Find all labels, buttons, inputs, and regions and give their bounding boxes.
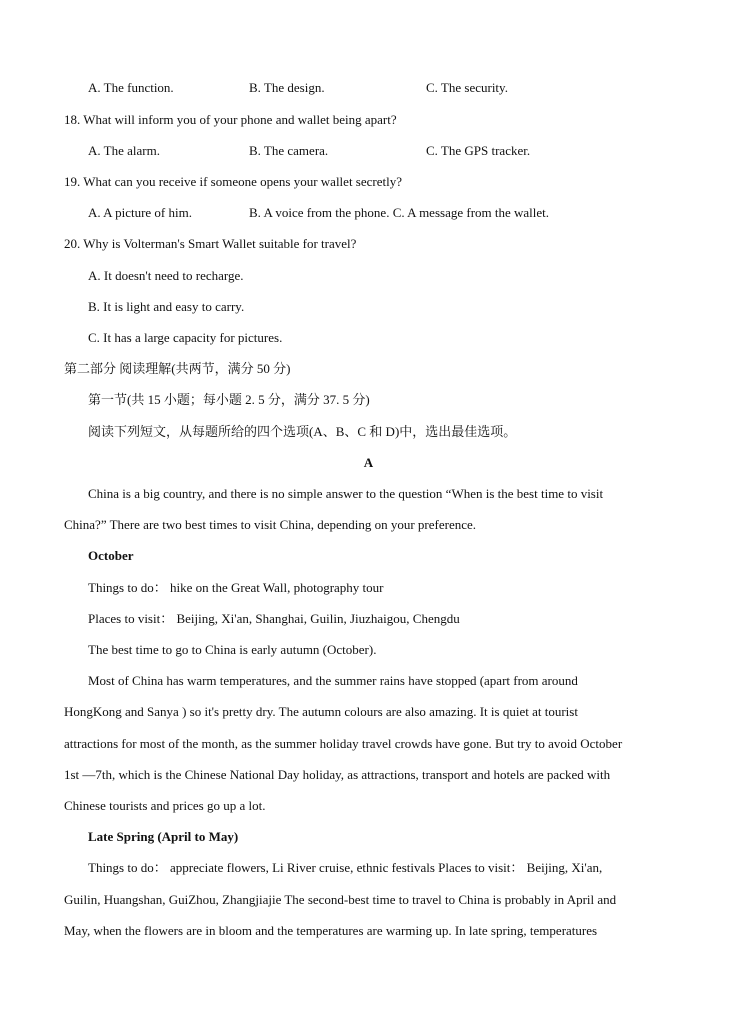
october-para-line-3: attractions for most of the month, as the summer holiday travel crowds have gone. But try to avoid October — [64, 736, 623, 751]
q20-question: 20. Why is Volterman's Smart Wallet suitable for travel? — [64, 236, 357, 251]
q17-option-a: A. The function. — [88, 80, 174, 95]
intro-line-1: China is a big country, and there is no simple answer to the question “When is the best time to visit — [88, 486, 604, 501]
q20-option-a: A. It doesn't need to recharge. — [88, 268, 244, 283]
q19-option-bc: B. A voice from the phone. C. A message from the wallet. — [249, 205, 550, 220]
q20-option-b: B. It is light and easy to carry. — [88, 299, 245, 314]
october-best: The best time to go to China is early autumn (October). — [88, 642, 377, 657]
spring-heading: Late Spring (April to May) — [88, 829, 239, 844]
q19-option-a: A. A picture of him. — [88, 205, 192, 220]
october-heading: October — [88, 548, 134, 563]
passage-label: A — [363, 455, 374, 470]
instruction: 阅读下列短文，从每题所给的四个选项(A、B、C 和 D)中，选出最佳选项。 — [88, 424, 517, 439]
q19-question: 19. What can you receive if someone opens your wallet secretly? — [64, 174, 402, 189]
q18-option-c: C. The GPS tracker. — [426, 143, 531, 158]
october-para-line-5: Chinese tourists and prices go up a lot. — [64, 798, 266, 813]
intro-line-2: China?” There are two best times to visit China, depending on your preference. — [64, 517, 477, 532]
q18-option-b: B. The camera. — [249, 143, 329, 158]
q17-option-c: C. The security. — [426, 80, 508, 95]
q20-option-c: C. It has a large capacity for pictures. — [88, 330, 283, 345]
spring-line-2: Guilin, Huangshan, GuiZhou, Zhangjiajie The second-best time to travel to China is probably in April and — [64, 892, 617, 907]
october-para-line-4: 1st —7th, which is the Chinese National Day holiday, as attractions, transport and hotels are packed with — [64, 767, 611, 782]
spring-line-1: Things to do： appreciate flowers, Li River cruise, ethnic festivals Places to visit： Beijing, Xi'an, — [88, 860, 603, 875]
q18-option-a: A. The alarm. — [88, 143, 160, 158]
october-para-line-2: HongKong and Sanya ) so it's pretty dry. The autumn colours are also amazing. It is quiet at tourist — [64, 704, 578, 719]
part2-heading: 第二部分 阅读理解(共两节，满分 50 分) — [64, 361, 291, 376]
q18-question: 18. What will inform you of your phone and wallet being apart? — [64, 112, 397, 127]
spring-line-3: May, when the flowers are in bloom and the temperatures are warming up. In late spring, temperatures — [64, 923, 598, 938]
october-places: Places to visit： Beijing, Xi'an, Shanghai, Guilin, Jiuzhaigou, Chengdu — [88, 611, 460, 626]
october-para-line-1: Most of China has warm temperatures, and the summer rains have stopped (apart from around — [88, 673, 578, 688]
q17-option-b: B. The design. — [249, 80, 325, 95]
section1-heading: 第一节(共 15 小题；每小题 2. 5 分，满分 37. 5 分) — [88, 392, 370, 407]
october-things: Things to do： hike on the Great Wall, photography tour — [88, 580, 384, 595]
